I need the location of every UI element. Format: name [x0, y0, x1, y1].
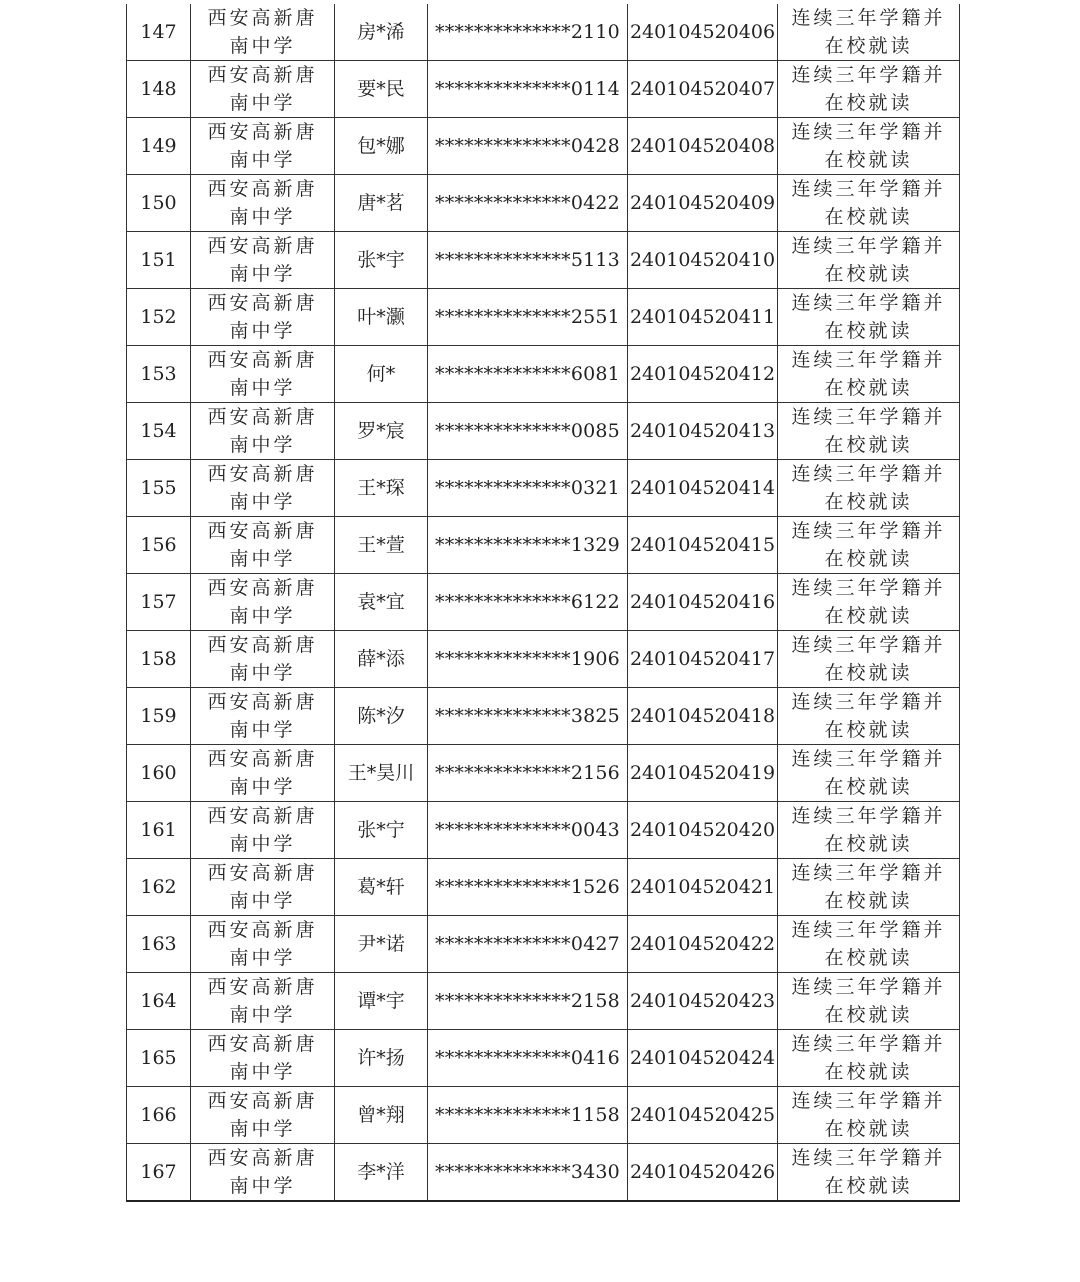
masked-id-cell: **************0416 — [428, 1030, 628, 1087]
school-cell — [191, 916, 335, 973]
note-cell — [778, 631, 960, 688]
note-cell — [778, 346, 960, 403]
table-row — [127, 118, 960, 175]
note-cell — [778, 973, 960, 1030]
school-cell — [191, 631, 335, 688]
school-cell — [191, 460, 335, 517]
table-row — [127, 61, 960, 118]
row-number-cell: 165 — [127, 1030, 191, 1087]
masked-id-cell: **************3430 — [428, 1144, 628, 1202]
table-row — [127, 973, 960, 1030]
student-name-cell: 许*扬 — [335, 1030, 428, 1087]
row-number-cell: 166 — [127, 1087, 191, 1144]
note-cell — [778, 175, 960, 232]
registration-number-cell: 240104520408 — [628, 118, 778, 175]
masked-id-cell: **************0114 — [428, 61, 628, 118]
school-name: 西安高新唐南中学 — [207, 121, 318, 171]
note-text: 连续三年学籍并在校就读 — [791, 520, 946, 570]
registration-number-cell: 240104520409 — [628, 175, 778, 232]
registration-number-cell: 240104520417 — [628, 631, 778, 688]
registration-number-cell: 240104520416 — [628, 574, 778, 631]
row-number-cell: 148 — [127, 61, 191, 118]
masked-id-cell: **************1906 — [428, 631, 628, 688]
roster-table-body — [127, 4, 960, 1201]
table-row — [127, 232, 960, 289]
masked-id-cell: **************1158 — [428, 1087, 628, 1144]
school-cell — [191, 346, 335, 403]
student-name-cell: 王*琛 — [335, 460, 428, 517]
school-cell — [191, 973, 335, 1030]
school-cell — [191, 1144, 335, 1202]
school-name: 西安高新唐南中学 — [207, 520, 318, 570]
school-name: 西安高新唐南中学 — [207, 691, 318, 741]
row-number-cell: 147 — [127, 4, 191, 61]
table-row — [127, 346, 960, 403]
note-text: 连续三年学籍并在校就读 — [791, 178, 946, 228]
student-name-cell: 谭*宇 — [335, 973, 428, 1030]
note-text: 连续三年学籍并在校就读 — [791, 577, 946, 627]
school-name: 西安高新唐南中学 — [207, 178, 318, 228]
student-roster-table — [126, 4, 960, 1202]
note-text: 连续三年学籍并在校就读 — [791, 1147, 946, 1197]
note-cell — [778, 1030, 960, 1087]
school-cell — [191, 574, 335, 631]
registration-number-cell: 240104520414 — [628, 460, 778, 517]
row-number-cell: 158 — [127, 631, 191, 688]
masked-id-cell: **************1526 — [428, 859, 628, 916]
student-name-cell: 曾*翔 — [335, 1087, 428, 1144]
note-cell — [778, 61, 960, 118]
school-cell — [191, 61, 335, 118]
school-cell — [191, 289, 335, 346]
registration-number-cell: 240104520423 — [628, 973, 778, 1030]
note-text: 连续三年学籍并在校就读 — [791, 748, 946, 798]
masked-id-cell: **************0085 — [428, 403, 628, 460]
row-number-cell: 160 — [127, 745, 191, 802]
school-name: 西安高新唐南中学 — [207, 919, 318, 969]
student-name-cell: 葛*轩 — [335, 859, 428, 916]
school-cell — [191, 802, 335, 859]
note-text: 连续三年学籍并在校就读 — [791, 634, 946, 684]
note-text: 连续三年学籍并在校就读 — [791, 976, 946, 1026]
registration-number-cell: 240104520421 — [628, 859, 778, 916]
student-name-cell: 陈*汐 — [335, 688, 428, 745]
note-text: 连续三年学籍并在校就读 — [791, 7, 946, 57]
row-number-cell: 152 — [127, 289, 191, 346]
note-text: 连续三年学籍并在校就读 — [791, 1033, 946, 1083]
note-cell — [778, 403, 960, 460]
masked-id-cell: **************2110 — [428, 4, 628, 61]
school-cell — [191, 688, 335, 745]
school-name: 西安高新唐南中学 — [207, 406, 318, 456]
row-number-cell: 151 — [127, 232, 191, 289]
note-cell — [778, 460, 960, 517]
school-cell — [191, 745, 335, 802]
student-name-cell: 罗*宸 — [335, 403, 428, 460]
student-name-cell: 李*洋 — [335, 1144, 428, 1202]
table-row — [127, 574, 960, 631]
note-text: 连续三年学籍并在校就读 — [791, 463, 946, 513]
student-name-cell: 薛*添 — [335, 631, 428, 688]
registration-number-cell: 240104520419 — [628, 745, 778, 802]
school-cell — [191, 1087, 335, 1144]
row-number-cell: 154 — [127, 403, 191, 460]
table-row — [127, 289, 960, 346]
school-name: 西安高新唐南中学 — [207, 634, 318, 684]
row-number-cell: 161 — [127, 802, 191, 859]
school-name: 西安高新唐南中学 — [207, 748, 318, 798]
note-text: 连续三年学籍并在校就读 — [791, 292, 946, 342]
masked-id-cell: **************2156 — [428, 745, 628, 802]
school-name: 西安高新唐南中学 — [207, 805, 318, 855]
note-text: 连续三年学籍并在校就读 — [791, 121, 946, 171]
school-cell — [191, 859, 335, 916]
registration-number-cell: 240104520422 — [628, 916, 778, 973]
note-text: 连续三年学籍并在校就读 — [791, 862, 946, 912]
masked-id-cell: **************6081 — [428, 346, 628, 403]
school-cell — [191, 175, 335, 232]
registration-number-cell: 240104520424 — [628, 1030, 778, 1087]
note-text: 连续三年学籍并在校就读 — [791, 805, 946, 855]
row-number-cell: 155 — [127, 460, 191, 517]
note-cell — [778, 232, 960, 289]
row-number-cell: 163 — [127, 916, 191, 973]
table-row — [127, 403, 960, 460]
table-row — [127, 460, 960, 517]
table-row — [127, 916, 960, 973]
student-name-cell: 王*昊川 — [335, 745, 428, 802]
masked-id-cell: **************5113 — [428, 232, 628, 289]
student-name-cell: 唐*茗 — [335, 175, 428, 232]
school-name: 西安高新唐南中学 — [207, 976, 318, 1026]
registration-number-cell: 240104520410 — [628, 232, 778, 289]
row-number-cell: 157 — [127, 574, 191, 631]
table-row — [127, 1030, 960, 1087]
table-row — [127, 175, 960, 232]
masked-id-cell: **************0043 — [428, 802, 628, 859]
masked-id-cell: **************3825 — [428, 688, 628, 745]
registration-number-cell: 240104520426 — [628, 1144, 778, 1202]
student-name-cell: 张*宁 — [335, 802, 428, 859]
table-row — [127, 631, 960, 688]
note-cell — [778, 118, 960, 175]
table-row — [127, 1087, 960, 1144]
row-number-cell: 156 — [127, 517, 191, 574]
row-number-cell: 162 — [127, 859, 191, 916]
note-cell — [778, 916, 960, 973]
student-name-cell: 包*娜 — [335, 118, 428, 175]
registration-number-cell: 240104520415 — [628, 517, 778, 574]
table-row — [127, 4, 960, 61]
masked-id-cell: **************0427 — [428, 916, 628, 973]
note-text: 连续三年学籍并在校就读 — [791, 349, 946, 399]
school-name: 西安高新唐南中学 — [207, 463, 318, 513]
note-cell — [778, 1144, 960, 1202]
note-cell — [778, 1087, 960, 1144]
student-name-cell: 尹*诺 — [335, 916, 428, 973]
student-name-cell: 张*宇 — [335, 232, 428, 289]
registration-number-cell: 240104520411 — [628, 289, 778, 346]
note-text: 连续三年学籍并在校就读 — [791, 919, 946, 969]
note-text: 连续三年学籍并在校就读 — [791, 406, 946, 456]
note-cell — [778, 688, 960, 745]
registration-number-cell: 240104520413 — [628, 403, 778, 460]
school-name: 西安高新唐南中学 — [207, 1147, 318, 1197]
roster-sheet — [126, 4, 955, 1202]
school-cell — [191, 232, 335, 289]
masked-id-cell: **************6122 — [428, 574, 628, 631]
row-number-cell: 164 — [127, 973, 191, 1030]
school-cell — [191, 4, 335, 61]
school-name: 西安高新唐南中学 — [207, 292, 318, 342]
registration-number-cell: 240104520406 — [628, 4, 778, 61]
school-name: 西安高新唐南中学 — [207, 577, 318, 627]
row-number-cell: 149 — [127, 118, 191, 175]
note-cell — [778, 574, 960, 631]
row-number-cell: 159 — [127, 688, 191, 745]
student-name-cell: 房*浠 — [335, 4, 428, 61]
masked-id-cell: **************0422 — [428, 175, 628, 232]
note-text: 连续三年学籍并在校就读 — [791, 64, 946, 114]
school-name: 西安高新唐南中学 — [207, 7, 318, 57]
masked-id-cell: **************1329 — [428, 517, 628, 574]
school-name: 西安高新唐南中学 — [207, 1033, 318, 1083]
note-cell — [778, 517, 960, 574]
masked-id-cell: **************0321 — [428, 460, 628, 517]
registration-number-cell: 240104520412 — [628, 346, 778, 403]
note-text: 连续三年学籍并在校就读 — [791, 691, 946, 741]
masked-id-cell: **************0428 — [428, 118, 628, 175]
school-name: 西安高新唐南中学 — [207, 349, 318, 399]
table-row — [127, 802, 960, 859]
table-row — [127, 688, 960, 745]
school-cell — [191, 118, 335, 175]
student-name-cell: 王*萱 — [335, 517, 428, 574]
student-name-cell: 叶*灏 — [335, 289, 428, 346]
table-row — [127, 517, 960, 574]
note-cell — [778, 4, 960, 61]
note-cell — [778, 802, 960, 859]
note-text: 连续三年学籍并在校就读 — [791, 1090, 946, 1140]
registration-number-cell: 240104520425 — [628, 1087, 778, 1144]
school-name: 西安高新唐南中学 — [207, 235, 318, 285]
student-name-cell: 袁*宜 — [335, 574, 428, 631]
registration-number-cell: 240104520407 — [628, 61, 778, 118]
school-name: 西安高新唐南中学 — [207, 862, 318, 912]
registration-number-cell: 240104520418 — [628, 688, 778, 745]
table-row — [127, 745, 960, 802]
school-cell — [191, 1030, 335, 1087]
school-name: 西安高新唐南中学 — [207, 64, 318, 114]
student-name-cell: 何* — [335, 346, 428, 403]
school-cell — [191, 403, 335, 460]
table-row — [127, 859, 960, 916]
registration-number-cell: 240104520420 — [628, 802, 778, 859]
row-number-cell: 150 — [127, 175, 191, 232]
row-number-cell: 153 — [127, 346, 191, 403]
row-number-cell: 167 — [127, 1144, 191, 1202]
note-cell — [778, 859, 960, 916]
masked-id-cell: **************2158 — [428, 973, 628, 1030]
table-row — [127, 1144, 960, 1202]
note-text: 连续三年学籍并在校就读 — [791, 235, 946, 285]
student-name-cell: 要*民 — [335, 61, 428, 118]
masked-id-cell: **************2551 — [428, 289, 628, 346]
school-name: 西安高新唐南中学 — [207, 1090, 318, 1140]
school-cell — [191, 517, 335, 574]
note-cell — [778, 289, 960, 346]
note-cell — [778, 745, 960, 802]
